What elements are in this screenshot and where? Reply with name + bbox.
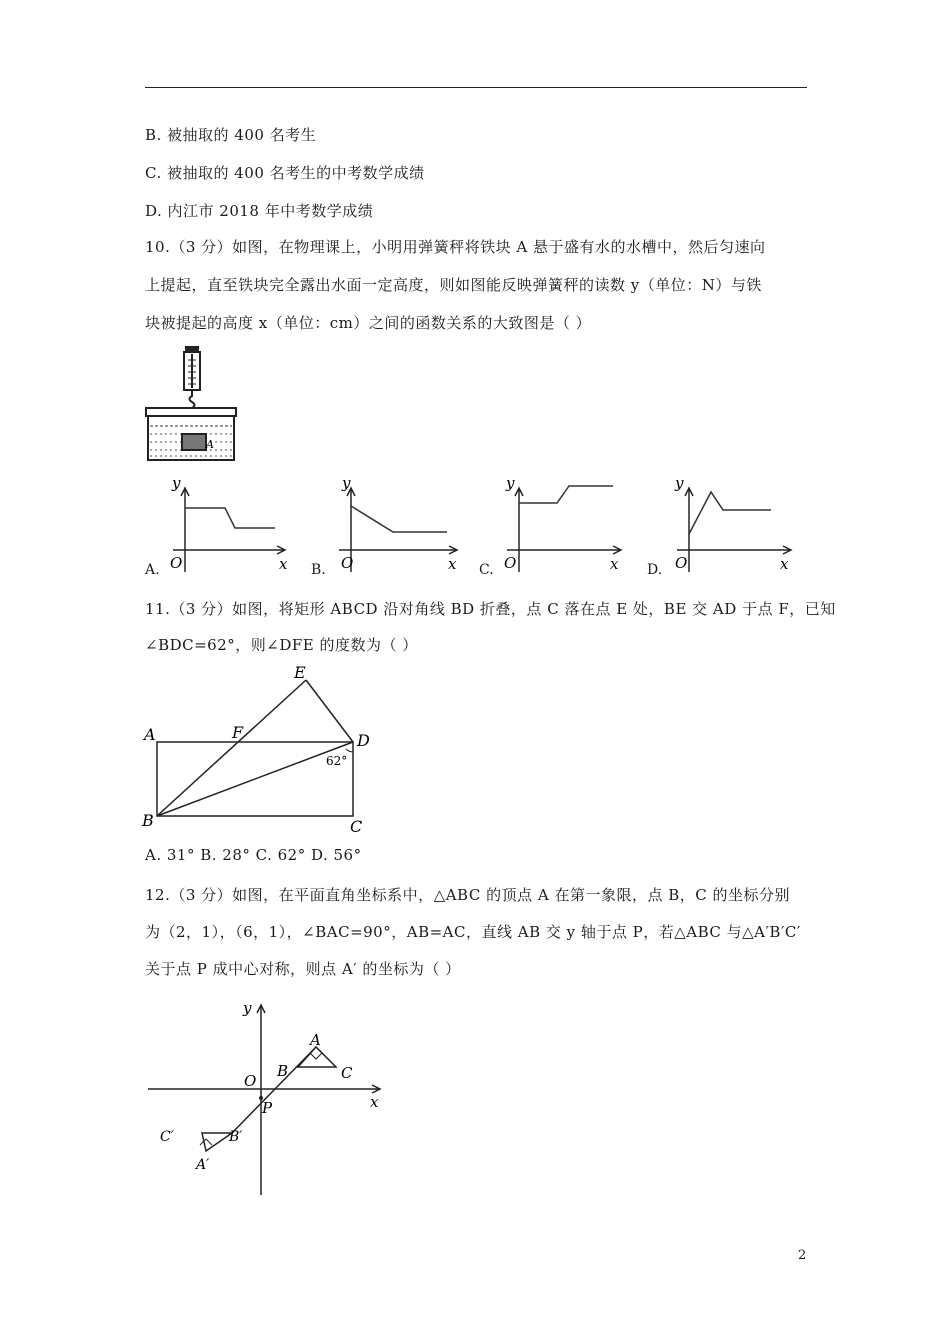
tank-rim	[146, 408, 236, 416]
point-d-label: D	[357, 731, 370, 750]
point-c-label: C	[341, 1064, 353, 1082]
q12-line1: 12.（3 分）如图，在平面直角坐标系中，△ABC 的顶点 A 在第一象限，点 B，C 的坐标分别	[145, 886, 790, 904]
q9-option-d: D. 内江市 2018 年中考数学成绩	[145, 202, 374, 220]
graph-d-origin: O	[675, 554, 688, 572]
graph-b-origin: O	[341, 554, 354, 572]
point-a1-label: A′	[196, 1157, 210, 1173]
graph-b-curve	[351, 506, 447, 532]
graph-d-xlabel: x	[780, 555, 789, 573]
point-p-label: P	[262, 1099, 273, 1117]
block-label: A	[206, 438, 214, 451]
y-axis-label: y	[243, 999, 252, 1017]
q10-line1: 10.（3 分）如图，在物理课上，小明用弹簧秤将铁块 A 悬于盛有水的水槽中，然后匀速向	[145, 238, 766, 256]
rectangle-fold-figure	[140, 660, 380, 840]
graph-b	[339, 474, 457, 573]
point-f-label: F	[232, 723, 244, 742]
graph-c-ylabel: y	[506, 474, 515, 492]
graph-c-curve	[519, 486, 613, 503]
graph-c-xlabel: x	[610, 555, 619, 573]
point-b1-label: B′	[229, 1129, 243, 1145]
point-b-label: B	[142, 811, 154, 830]
graph-d-ylabel: y	[675, 474, 684, 492]
graph-a-curve	[185, 508, 275, 528]
coordinate-system-figure	[140, 995, 400, 1205]
point-c-label: C	[350, 817, 363, 836]
spring-scale-tank-figure	[144, 342, 240, 464]
graph-d	[674, 474, 791, 573]
graph-a	[170, 474, 288, 573]
triangle-abc	[298, 1047, 336, 1067]
graph-c	[504, 474, 621, 573]
q11-options: A. 31° B. 28° C. 62° D. 56°	[145, 846, 362, 864]
page-number: 2	[798, 1248, 807, 1263]
q10-option-graphs	[145, 470, 805, 580]
q9-option-c: C. 被抽取的 400 名考生的中考数学成绩	[145, 164, 425, 182]
segment-ed	[306, 680, 353, 742]
point-c1-label: C′	[160, 1129, 174, 1145]
q9-option-b: B. 被抽取的 400 名考生	[145, 126, 317, 144]
q12-line2: 为（2，1），（6，1），∠BAC=90°，AB=AC，直线 AB 交 y 轴于点 P，若△ABC 与△A′B′C′	[145, 923, 801, 941]
q10-option-a-label: A.	[145, 562, 160, 578]
graph-d-curve	[689, 492, 771, 534]
graph-b-xlabel: x	[448, 555, 457, 573]
diagonal-bd	[157, 742, 353, 816]
q10-option-c-label: C.	[479, 562, 494, 578]
x-axis-label: x	[370, 1093, 379, 1111]
graph-b-ylabel: y	[342, 474, 351, 492]
point-e-label: E	[294, 663, 306, 682]
q10-option-d-label: D.	[647, 562, 663, 578]
point-a-label: A	[144, 725, 156, 744]
origin-label: O	[244, 1072, 257, 1090]
graph-a-origin: O	[170, 554, 183, 572]
iron-block	[182, 434, 206, 450]
graph-a-xlabel: x	[279, 555, 288, 573]
q11-line2: ∠BDC=62°，则∠DFE 的度数为（ ）	[145, 636, 418, 654]
point-a-label: A	[310, 1031, 321, 1049]
triangle-a1b1c1	[202, 1133, 232, 1151]
graph-c-origin: O	[504, 554, 517, 572]
q11-line1: 11.（3 分）如图，将矩形 ABCD 沿对角线 BD 折叠，点 C 落在点 E 处，BE 交 AD 于点 F，已知	[145, 600, 836, 618]
header-rule	[145, 87, 807, 88]
segment-be	[157, 680, 306, 816]
q10-line2: 上提起，直至铁块完全露出水面一定高度，则如图能反映弹簧秤的读数 y（单位：N）与铁	[145, 276, 762, 294]
q10-line3: 块被提起的高度 x（单位：cm）之间的函数关系的大致图是（ ）	[145, 314, 592, 332]
graph-a-ylabel: y	[172, 474, 181, 492]
angle-62-label: 62°	[326, 754, 348, 768]
q10-option-b-label: B.	[311, 562, 326, 578]
point-b-label: B	[277, 1062, 289, 1080]
q12-line3: 关于点 P 成中心对称，则点 A′ 的坐标为（ ）	[145, 960, 461, 978]
